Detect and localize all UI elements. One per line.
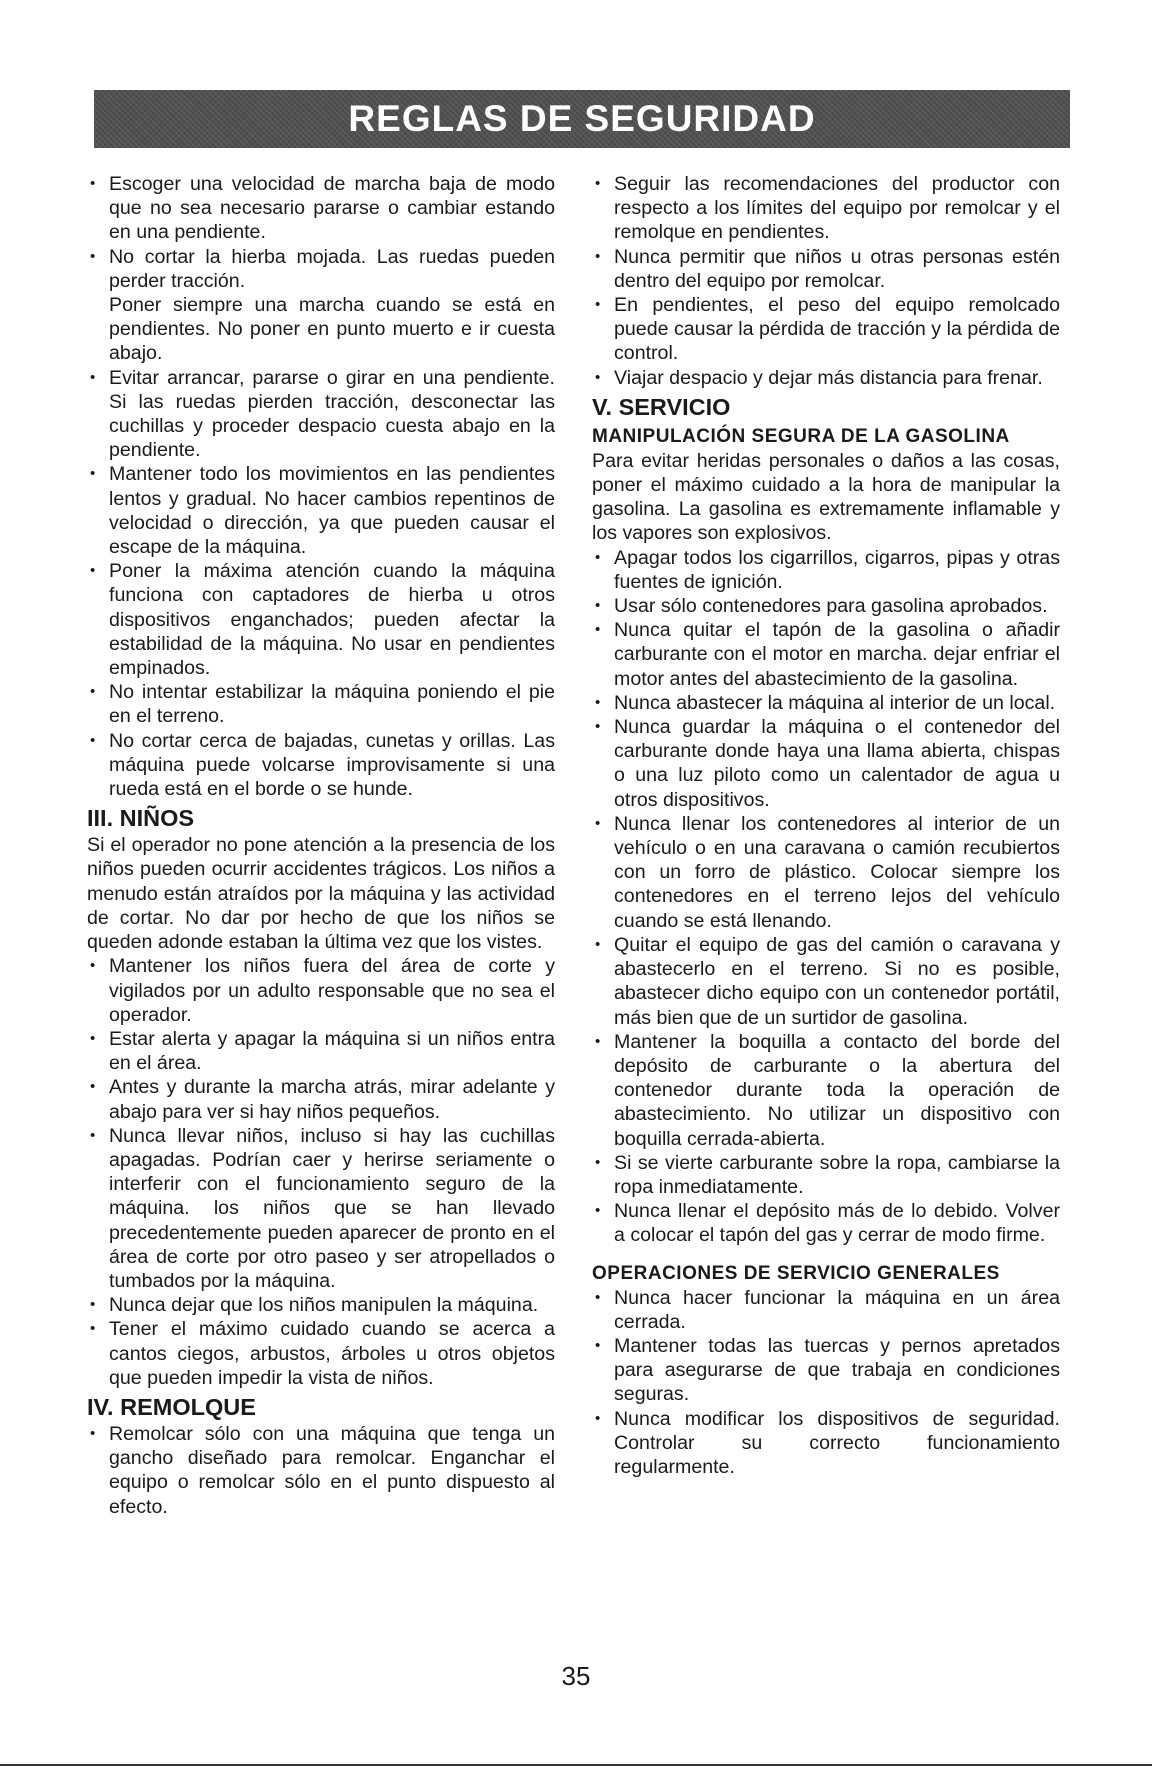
list-item: • Nunca dejar que los niños manipulen la máquina. (87, 1293, 555, 1317)
page-number: 35 (561, 1661, 591, 1691)
list-item: • Escoger una velocidad de marcha baja de modo que no sea necesario pararse o cambiar estando en una pendiente. (87, 172, 555, 245)
left-column (87, 172, 555, 1519)
subheading-generales: OPERACIONES DE SERVICIO GENERALES (592, 1262, 1000, 1284)
list-item: • En pendientes, el peso del equipo remolcado puede causar la pérdida de tracción y la pérdida de control. (592, 293, 1060, 366)
list-item: • Viajar despacio y dejar más distancia para frenar. (592, 366, 1060, 390)
list-item: • Nunca abastecer la máquina al interior de un local. (592, 691, 1060, 715)
list-item: • Seguir las recomendaciones del productor con respecto a los límites del equipo por remolcar y el remolque en pendientes. (592, 172, 1060, 245)
list-item: • Mantener los niños fuera del área de corte y vigilados por un adulto responsable que no sea el operador. (87, 954, 555, 1027)
bottom-divider (0, 1764, 1152, 1766)
list-item: • Evitar arrancar, pararse o girar en una pendiente. Si las ruedas pierden tracción, desconectar las cuchillas y proceder despacio cuesta abajo en la pendiente. (87, 366, 555, 463)
remolque-list-continued (592, 172, 1060, 390)
slope-list-continued (87, 366, 555, 802)
slope-list (87, 172, 555, 293)
generales-list (592, 1286, 1060, 1480)
list-item: • Si se vierte carburante sobre la ropa, cambiarse la ropa inmediatamente. (592, 1151, 1060, 1199)
list-item: • Apagar todos los cigarrillos, cigarros, pipas y otras fuentes de ignición. (592, 546, 1060, 594)
gasolina-list (592, 546, 1060, 1248)
subheading-gasolina: MANIPULACIÓN SEGURA DE LA GASOLINA (592, 425, 1010, 447)
list-item: • Quitar el equipo de gas del camión o caravana y abastecerlo en el terreno. Si no es posible, abastecer dicho equipo con un contenedor portátil, más bien que de un surtidor de gasolina. (592, 933, 1060, 1030)
list-item: • No cortar cerca de bajadas, cunetas y orillas. Las máquina puede volcarse improvisamente si una rueda está en el borde o se hunde. (87, 729, 555, 802)
list-item: • Usar sólo contenedores para gasolina aprobados. (592, 594, 1060, 618)
list-item: • Poner la máxima atención cuando la máquina funciona con captadores de hierba u otros dispositivos enganchados; pueden afectar la estabilidad de la máquina. No usar en pendientes empinados. (87, 559, 555, 680)
list-item: • Nunca modificar los dispositivos de seguridad. Controlar su correcto funcionamiento regularmente. (592, 1407, 1060, 1480)
page-title: REGLAS DE SEGURIDAD (348, 98, 816, 139)
list-item: • Nunca llevar niños, incluso si hay las cuchillas apagadas. Podrían caer y herirse seriamente o interferir con el funcionamiento seguro de la máquina. los niños que se han llevado precedentemente pueden aparecer de pronto en el área de corte por otro paseo y ser atropellados o tumbados por la máquina. (87, 1124, 555, 1293)
list-item: • Antes y durante la marcha atrás, mirar adelante y abajo para ver si hay niños pequeños. (87, 1075, 555, 1123)
list-item: • Nunca permitir que niños u otras personas estén dentro del equipo por remolcar. (592, 245, 1060, 293)
list-item: • Tener el máximo cuidado cuando se acerca a cantos ciegos, arbustos, árboles u otros objetos que pueden impedir la vista de niños. (87, 1317, 555, 1390)
section-heading-remolque: IV. REMOLQUE (87, 1393, 256, 1420)
section-heading-servicio: V. SERVICIO (592, 393, 731, 420)
slope-note: Poner siempre una marcha cuando se está en pendientes. No poner en punto muerto e ir cuesta abajo. (109, 294, 555, 365)
list-item: • Mantener todas las tuercas y pernos apretados para asegurarse de que trabaja en condiciones seguras. (592, 1334, 1060, 1407)
list-item: • Estar alerta y apagar la máquina si un niños entra en el área. (87, 1027, 555, 1075)
list-item: • Remolcar sólo con una máquina que tenga un gancho diseñado para remolcar. Enganchar el equipo o remolcar sólo en el punto dispuesto al efecto. (87, 1422, 555, 1519)
list-item: • No intentar estabilizar la máquina poniendo el pie en el terreno. (87, 680, 555, 728)
title-banner (94, 90, 1070, 148)
ninos-intro: Si el operador no pone atención a la presencia de los niños pueden ocurrir accidentes trágicos. Los niños a menudo están atraídos por la máquina y las actividad de cortar. No dar por hecho de que los niños se queden adonde estaban la última vez que los vistes. (87, 834, 555, 954)
list-item: • No cortar la hierba mojada. Las ruedas pueden perder tracción. (87, 245, 555, 293)
right-column (592, 172, 1060, 1479)
list-item: • Nunca hacer funcionar la máquina en un área cerrada. (592, 1286, 1060, 1334)
section-heading-ninos: III. NIÑOS (87, 805, 195, 832)
list-item: • Mantener todo los movimientos en las pendientes lentos y gradual. No hacer cambios repentinos de velocidad o dirección, ya que pueden causar el escape de la máquina. (87, 462, 555, 559)
list-item: • Mantener la boquilla a contacto del borde del depósito de carburante o la abertura del contenedor durante toda la operación de abastecimiento. No utilizar un dispositivo con boquilla cerrada-abierta. (592, 1030, 1060, 1151)
remolque-list (87, 1422, 555, 1519)
list-item: • Nunca llenar los contenedores al interior de un vehículo o en una caravana o camión recubiertos con un forro de plástico. Colocar siempre los contenedores en el terreno lejos del vehículo cuando se está llenando. (592, 812, 1060, 933)
gasolina-intro: Para evitar heridas personales o daños a las cosas, poner el máximo cuidado a la hora de manipular la gasolina. La gasolina es extremamente inflamable y los vapores son explosivos. (592, 449, 1060, 545)
list-item: • Nunca guardar la máquina o el contenedor del carburante donde haya una llama abierta, chispas o una luz piloto como un calentador de agua u otros dispositivos. (592, 715, 1060, 812)
list-item: • Nunca quitar el tapón de la gasolina o añadir carburante con el motor en marcha. dejar enfriar el motor antes del abastecimiento de la gasolina. (592, 618, 1060, 691)
ninos-list (87, 954, 555, 1390)
list-item: • Nunca llenar el depósito más de lo debido. Volver a colocar el tapón del gas y cerrar de modo firme. (592, 1199, 1060, 1247)
